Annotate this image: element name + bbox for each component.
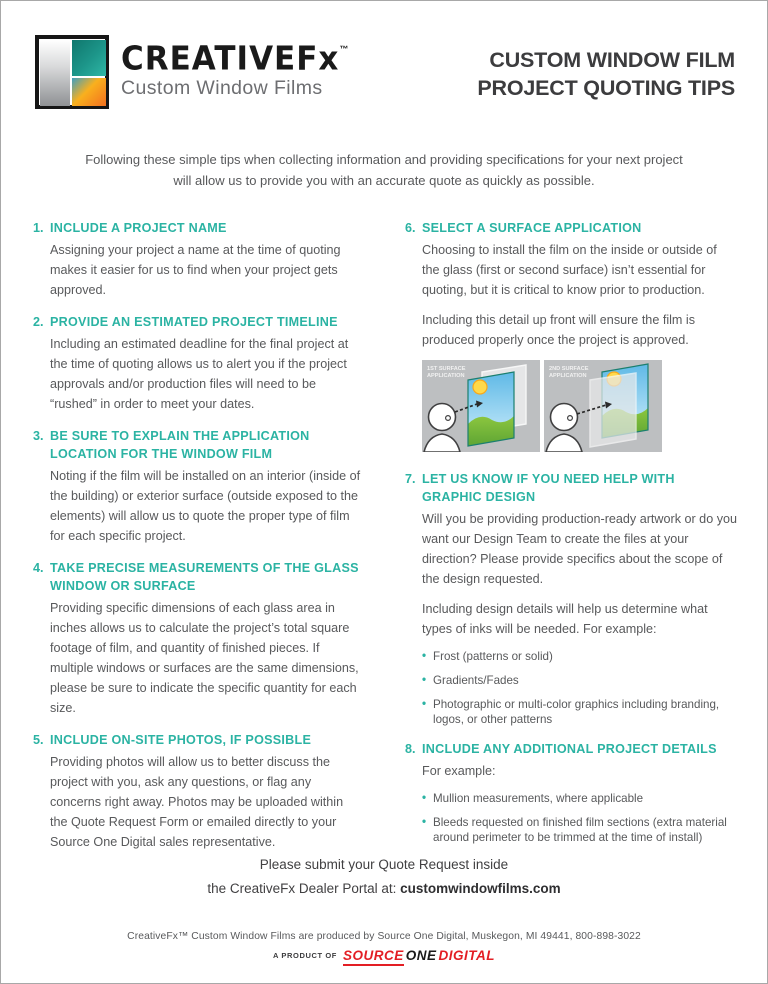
tip-6 [405,219,737,452]
tip-5-heading: INCLUDE ON-SITE PHOTOS, IF POSSIBLE [50,733,312,747]
panel-2-label-line1: 2ND SURFACE [549,366,589,372]
page-footer [1,931,767,963]
intro-paragraph: Following these simple tips when collecting information and providing specifications for your next project will allow us to provide you with an accurate quote as quickly as possible. [85,152,683,188]
brand-tagline: Custom Window Films [121,77,323,99]
logo-teal-square [72,40,106,76]
source-one-digital-wordmark [343,948,495,963]
glass-pane [590,373,636,447]
tip-3-number: 3. [33,429,44,443]
tip-2-body: Including an estimated deadline for the final project at the time of quoting allows us to alert you if the project approvals and/or production files will need to be “rushed” in order to meet your dates. [50,337,349,411]
tip-7 [405,470,737,727]
surface-application-illustration [422,360,662,452]
brand-name: CREATIVEFx [121,40,340,78]
tip-4-number: 4. [33,561,44,575]
page-title-line2: PROJECT QUOTING TIPS [477,75,735,100]
product-of-label: A PRODUCT OF [272,951,337,960]
tip-6-body-2: Including this detail up front will ensure the film is produced properly once the project is approved. [422,313,695,347]
trademark-symbol: ™ [339,44,349,54]
tips-column-right [405,219,737,865]
tip-3 [33,427,363,546]
tips-column-left [33,219,363,865]
logo-silver-square [40,40,70,106]
dealer-portal-link[interactable]: customwindowfilms.com [400,881,561,896]
list-item: • Bleeds requested on finished film sections (extra material around perimeter to be trimmed at the time of install) [422,815,737,845]
tip-7-body-1: Will you be providing production-ready artwork or do you want our Design Team to create the files at your direction? Please provide specifics about the scope of the design requested. [422,512,737,586]
tip-3-body: Noting if the film will be installed on an interior (inside of the building) or exterior surface (outside exposed to the elements) will allow us to quote the proper type of film for each specific project. [50,469,361,543]
tip-4 [33,559,363,718]
list-item: • Gradients/Fades [422,673,737,688]
creativefx-logo [35,35,348,109]
tip-5-number: 5. [33,733,44,747]
tip-8-body: For example: [422,764,496,778]
tip-6-heading: SELECT A SURFACE APPLICATION [422,221,642,235]
tip-4-heading: TAKE PRECISE MEASUREMENTS OF THE GLASS WINDOW OR SURFACE [50,561,359,593]
tip-5 [33,731,363,852]
tip-7-bullet-list [422,649,737,727]
submit-line1: Please submit your Quote Request inside [259,857,509,872]
tip-3-heading: BE SURE TO EXPLAIN THE APPLICATION LOCATION FOR THE WINDOW FILM [50,429,310,461]
sun-icon [473,380,487,394]
sod-one: ONE [405,948,437,963]
tip-1-number: 1. [33,221,44,235]
tip-1-heading: INCLUDE A PROJECT NAME [50,221,227,235]
tip-7-number: 7. [405,472,416,486]
tip-2-heading: PROVIDE AN ESTIMATED PROJECT TIMELINE [50,315,338,329]
tips-columns [1,219,767,865]
source-one-digital-logo [1,948,767,963]
list-item: • Photographic or multi-color graphics including branding, logos, or other patterns [422,697,737,727]
tip-2-number: 2. [33,315,44,329]
panel-1-label-line2: APPLICATION [427,373,465,379]
tip-8-heading: INCLUDE ANY ADDITIONAL PROJECT DETAILS [422,742,717,756]
sod-digital: DIGITAL [438,948,496,963]
tip-1 [33,219,363,300]
panel-2nd-surface [544,360,662,452]
tip-8-number: 8. [405,742,416,756]
tip-5-body: Providing photos will allow us to better discuss the project with you, ask any questions, or flag any concerns right away. Photos may be uploaded within the Quote Request Form or emailed directly to your Source One Digital sales representative. [50,755,344,849]
tip-6-body-1: Choosing to install the film on the inside or outside of the glass (first or second surface) isn’t essential for quoting, but it is critical to know prior to production. [422,243,717,297]
tip-6-number: 6. [405,221,416,235]
submit-cta [1,853,767,901]
page-title [477,47,735,102]
tip-7-body-2: Including design details will help us determine what types of inks will be needed. For example: [422,602,708,636]
tip-7-heading: LET US KNOW IF YOU NEED HELP WITH GRAPHIC DESIGN [422,472,675,504]
panel-2-label-line2: APPLICATION [549,373,587,379]
page-title-line1: CUSTOM WINDOW FILM [489,48,735,72]
list-item: • Frost (patterns or solid) [422,649,737,664]
logo-text [121,40,349,100]
tip-8 [405,740,737,845]
panel-1-label-line1: 1ST SURFACE [427,366,466,372]
logo-orange-square [72,78,106,106]
tip-1-body: Assigning your project a name at the time of quoting makes it easier for us to find when your project gets approved. [50,243,341,297]
sod-source: SOURCE [343,948,404,966]
submit-line2-prefix: the CreativeFx Dealer Portal at: [207,881,401,896]
panel-1st-surface [422,360,540,452]
creativefx-logo-icon [35,35,109,109]
footer-text: CreativeFx™ Custom Window Films are produced by Source One Digital, Muskegon, MI 49441, 800-898-3022 [127,931,641,942]
header [1,1,767,109]
tip-8-bullet-list [422,791,737,845]
submit-line2 [1,877,767,901]
tip-4-body: Providing specific dimensions of each glass area in inches allows us to calculate the project’s total square footage of film, and quantity of finished pieces. If multiple windows or surfaces are the same dimensions, please be sure to indicate the specific quantity for each size. [50,601,359,715]
window-film [468,372,514,446]
list-item: • Mullion measurements, where applicable [422,791,737,806]
tip-2 [33,313,363,414]
